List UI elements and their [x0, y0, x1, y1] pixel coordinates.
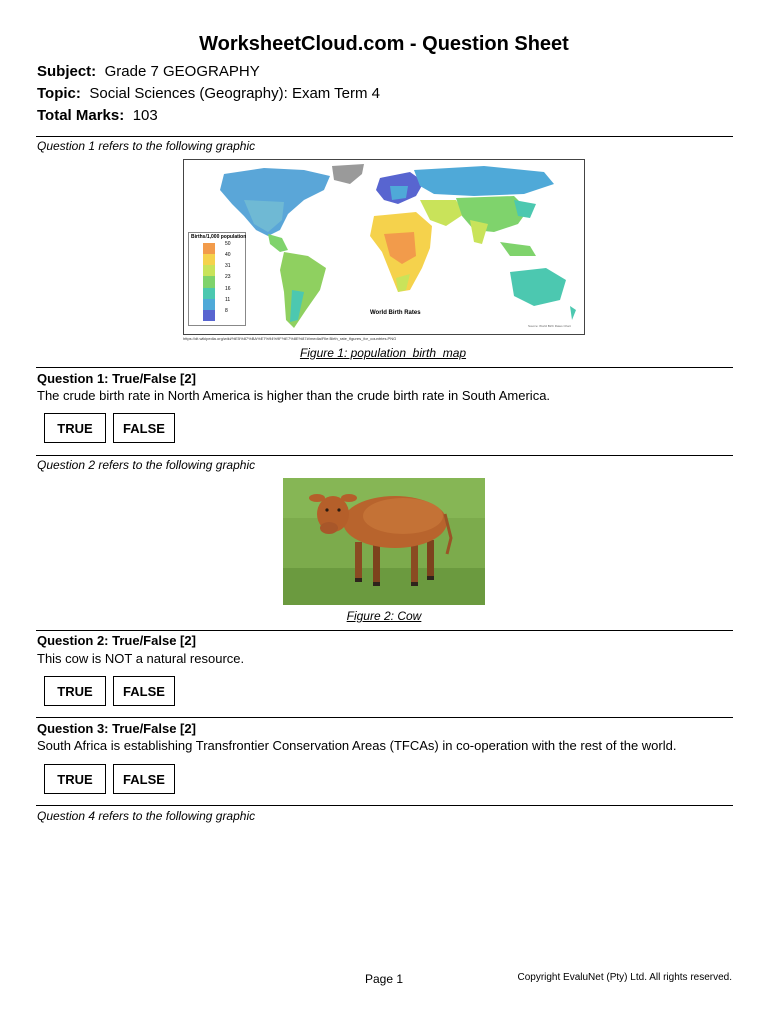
figure1-caption: Figure 1: population_birth_map	[299, 346, 467, 360]
birth-rate-map	[183, 159, 585, 335]
subject-row	[37, 63, 260, 81]
legend-swatch	[203, 276, 215, 287]
divider	[36, 455, 733, 456]
q2-text: This cow is NOT a natural resource.	[37, 651, 245, 666]
marks-value: 103	[132, 107, 158, 124]
legend-swatch	[203, 265, 215, 276]
legend-swatch	[203, 310, 215, 321]
divider	[36, 630, 733, 631]
q1-intro: Question 1 refers to the following graphic	[37, 139, 256, 153]
map-source-credit: Source: World Birth Rates Chart	[528, 324, 571, 328]
legend-ticks	[225, 241, 243, 323]
q2-heading: Question 2: True/False [2]	[37, 633, 196, 648]
divider	[36, 805, 733, 806]
topic-row	[37, 85, 380, 103]
cow-photo	[283, 478, 485, 605]
legend-swatch	[203, 288, 215, 299]
figure2-caption: Figure 2: Cow	[346, 609, 422, 623]
map-label: World Birth Rates	[370, 310, 421, 316]
q3-heading: Question 3: True/False [2]	[37, 721, 196, 736]
legend-swatches	[203, 243, 215, 321]
q1-heading: Question 1: True/False [2]	[37, 371, 196, 386]
q2-false-button[interactable]: FALSE	[113, 676, 175, 706]
q4-intro: Question 4 refers to the following graphic	[37, 809, 256, 823]
topic-label: Topic:	[37, 85, 81, 102]
cow-illustration	[283, 478, 485, 605]
page-title: WorksheetCloud.com - Question Sheet	[199, 33, 569, 55]
q1-text: The crude birth rate in North America is higher than the crude birth rate in South America.	[37, 388, 551, 403]
figure1-url[interactable]: https://dt.wikipedia.org/wiki/%E5%87%BA%E7%94%9F%E7%8E%87#/media/File:Birth_rate_figures_for_countries.PNG	[183, 336, 397, 341]
legend-tick-label: 23	[225, 274, 231, 281]
legend-tick-label: 40	[225, 252, 231, 259]
legend-tick-label: 31	[225, 263, 231, 270]
subject-value: Grade 7 GEOGRAPHY	[104, 63, 260, 80]
legend-tick-label: 50	[225, 241, 231, 247]
q3-text: South Africa is establishing Transfrontier Conservation Areas (TFCAs) in co-operation with the rest of the world.	[37, 738, 677, 753]
legend-tick-label: 11	[225, 296, 231, 303]
subject-label: Subject:	[37, 63, 97, 80]
q2-intro: Question 2 refers to the following graphic	[37, 458, 256, 472]
q3-false-button[interactable]: FALSE	[113, 764, 175, 794]
legend-tick-label: 16	[225, 285, 231, 292]
divider	[36, 136, 733, 137]
legend-swatch	[203, 254, 215, 265]
marks-label: Total Marks:	[37, 107, 125, 124]
page-number: Page 1	[364, 972, 404, 986]
topic-value: Social Sciences (Geography): Exam Term 4	[89, 85, 381, 102]
divider	[36, 717, 733, 718]
legend-title: Births/1,000 population	[191, 234, 247, 240]
legend-tick-label: 8	[225, 307, 228, 314]
legend-swatch	[203, 299, 215, 310]
copyright: Copyright EvaluNet (Pty) Ltd. All rights reserved.	[517, 972, 732, 983]
q3-true-button[interactable]: TRUE	[44, 764, 106, 794]
q1-true-button[interactable]: TRUE	[44, 413, 106, 443]
divider	[36, 367, 733, 368]
q2-true-button[interactable]: TRUE	[44, 676, 106, 706]
map-legend	[188, 232, 246, 326]
q1-false-button[interactable]: FALSE	[113, 413, 175, 443]
marks-row	[37, 107, 158, 125]
legend-swatch	[203, 243, 215, 254]
